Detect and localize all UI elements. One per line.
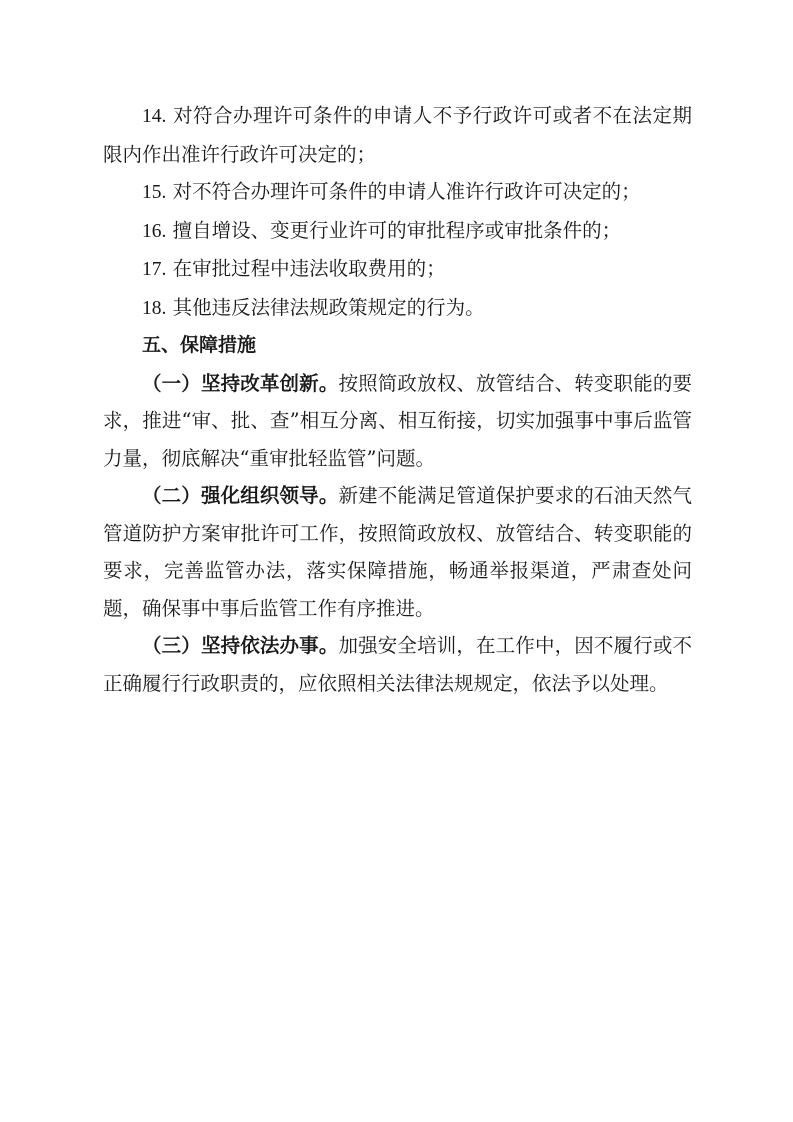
measure-paragraph <box>103 365 692 478</box>
item-number: 15. <box>142 182 167 203</box>
measure-text: 按照简政放权、放管结合、转变职能的要求，推进“审、批、查”相互分离、相互衔接，切实加强事中事后监管力量，彻底解决“重审批轻监管”问题。 <box>103 371 692 470</box>
list-item <box>103 173 692 212</box>
measure-title: （二）强化组织领导。 <box>142 484 339 507</box>
item-text: 在审批过程中违法收取费用的； <box>172 257 446 280</box>
measure-title: （一）坚持改革创新。 <box>142 371 339 395</box>
item-number: 14. <box>142 106 167 127</box>
list-item <box>103 250 692 289</box>
item-text: 对不符合办理许可条件的申请人准许行政许可决定的； <box>172 180 641 203</box>
measure-title: （三）坚持依法办事。 <box>142 634 339 657</box>
item-number: 17. <box>142 259 167 280</box>
item-number: 16. <box>142 220 167 242</box>
list-item <box>103 212 692 251</box>
measure-text: 加强安全培训，在工作中，因不履行或不正确履行行政职责的，应依照相关法律法规规定，依法予以处理。 <box>103 634 692 695</box>
list-item <box>103 289 692 328</box>
measure-paragraph <box>103 627 692 702</box>
measure-text: 新建不能满足管道保护要求的石油天然气管道防护方案审批许可工作，按照简政放权、放管结合、转变职能的要求，完善监管办法，落实保障措施，畅通举报渠道，严肃查处问题，确保事中事后监管工作有序推进。 <box>103 484 692 620</box>
item-text: 擅自增设、变更行业许可的审批程序或审批条件的； <box>172 218 622 242</box>
item-number: 18. <box>142 297 167 319</box>
item-text: 其他违反法律法规政策规定的行为。 <box>172 295 485 319</box>
document-body <box>103 97 692 702</box>
item-text: 对符合办理许可条件的申请人不予行政许可或者不在法定期限内作出准许行政许可决定的； <box>103 104 692 166</box>
measure-paragraph <box>103 477 692 627</box>
section-heading: 五、保障措施 <box>142 334 257 356</box>
list-item <box>103 97 692 173</box>
